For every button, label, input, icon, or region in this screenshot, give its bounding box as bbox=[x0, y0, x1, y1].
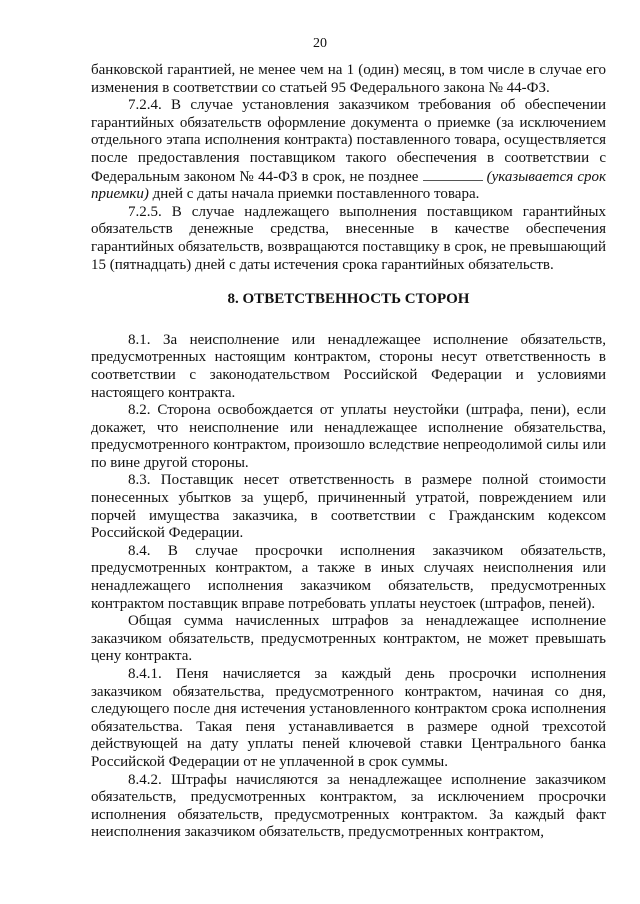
document-body bbox=[91, 62, 606, 842]
paragraph-8-4: 8.4. В случае просрочки исполнения заказчиком обязательств, предусмотренных контрактом, а также в иных случаях неисполнения или ненадлежащего исполнения заказчиком обязательств, предусмотренных контрактом поставщик вправе потребовать уплаты неустоек (штрафов, пеней). bbox=[91, 542, 606, 612]
paragraph-8-4-2: 8.4.2. Штрафы начисляются за ненадлежащее исполнение заказчиком обязательств, предусмотренных контрактом, за исключением просрочки исполнения обязательств, предусмотренных контрактом. За каждый факт неисполнения заказчиком обязательств, предусмотренных контрактом, bbox=[91, 771, 606, 841]
paragraph-7-2-4 bbox=[91, 97, 606, 204]
paragraph-total-fines: Общая сумма начисленных штрафов за ненадлежащее исполнение заказчиком обязательств, предусмотренных контрактом, не может превышать цену контракта. bbox=[91, 613, 606, 665]
section-heading: 8. ОТВЕТСТВЕННОСТЬ СТОРОН bbox=[227, 291, 470, 308]
paragraph-7-2-4-hint: (указывается срок приемки) bbox=[91, 168, 607, 203]
paragraph-8-3: 8.3. Поставщик несет ответственность в размере полной стоимости понесенных убытков за ущерб, причиненный утратой, повреждением или порчей имущества заказчика, в соответствии с Гражданским кодексом Российской Федерации. bbox=[91, 472, 606, 542]
paragraph-continuation: банковской гарантией, не менее чем на 1 (один) месяц, в том числе в случае его изменения в соответствии со статьей 95 Федерального закона № 44-ФЗ. bbox=[91, 62, 606, 96]
paragraph-8-4-1: 8.4.1. Пеня начисляется за каждый день просрочки исполнения заказчиком обязательства, предусмотренного контрактом, начиная со дня, следующего после дня истечения установленного контрактом срока исполнения обязательства. Такая пеня устанавливается в размере одной трехсотой действующей на дату уплаты пеней ключевой ставки Центрального банка Российской Федерации от не уплаченной в срок суммы. bbox=[91, 666, 606, 770]
paragraph-7-2-5: 7.2.5. В случае надлежащего выполнения поставщиком гарантийных обязательств денежные средства, внесенные в качестве обеспечения гарантийных обязательств, возвращаются поставщику в срок, не превышающий 15 (пятнадцать) дней с даты истечения срока гарантийных обязательств. bbox=[91, 203, 606, 273]
page-number: 20 bbox=[313, 36, 327, 51]
blank-field bbox=[423, 168, 483, 181]
paragraph-8-1: 8.1. За неисполнение или ненадлежащее исполнение обязательств, предусмотренных настоящим контрактом, стороны несут ответственность в соответствии с законодательством Российской Федерации и условиями настоящего контракта. bbox=[91, 331, 606, 401]
paragraph-7-2-4-tail: дней с даты начала приемки поставленного товара. bbox=[148, 186, 480, 203]
paragraph-7-2-4-text: 7.2.4. В случае установления заказчиком требования об обеспечении гарантийных обязательств оформление документа о приемке (за исключением отдельного этапа исполнения контракта) поставленного товара, осуществляется после предоставления поставщиком такого обеспечения в соответствии с Федеральным законом № 44-ФЗ в срок, не позднее bbox=[91, 97, 606, 185]
paragraph-8-2: 8.2. Сторона освобождается от уплаты неустойки (штрафа, пени), если докажет, что неисполнение или ненадлежащее исполнение обязательства, предусмотренного контрактом, произошло вследствие непреодолимой силы или по вине другой стороны. bbox=[91, 402, 606, 471]
